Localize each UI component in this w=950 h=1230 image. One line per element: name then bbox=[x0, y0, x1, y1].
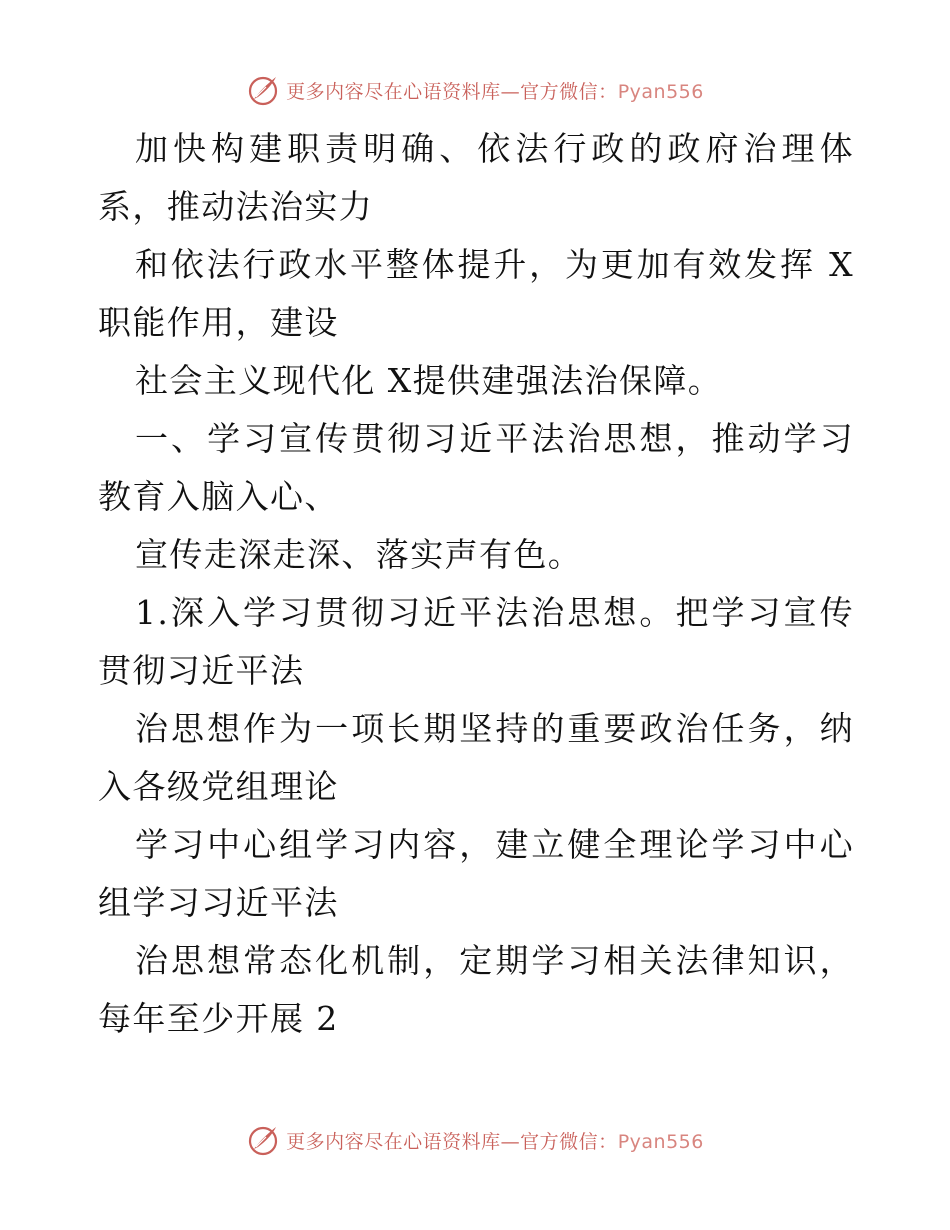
header-separator: — bbox=[500, 80, 521, 103]
paragraph: 和依法行政水平整体提升，为更加有效发挥 X 职能作用，建设 bbox=[98, 245, 854, 342]
header-banner bbox=[0, 70, 950, 110]
paragraph: 治思想作为一项长期坚持的重要政治任务，纳入各级党组理论 bbox=[98, 709, 854, 806]
paragraph: 治思想常态化机制，定期学习相关法律知识，每年至少开展 2 bbox=[98, 941, 854, 1038]
footer-brand-text: 更多内容尽在心语资料库 bbox=[286, 1130, 501, 1153]
footer-wechat-label: 官方微信： bbox=[520, 1130, 618, 1153]
paragraph: 一、学习宣传贯彻习近平法治思想，推动学习教育入脑入心、 bbox=[98, 419, 854, 516]
paragraph: 宣传走深走深、落实声有色。 bbox=[135, 535, 583, 574]
document-body bbox=[98, 120, 854, 1048]
footer-separator: — bbox=[500, 1130, 521, 1153]
header-wechat-id: Pyan556 bbox=[617, 80, 704, 103]
header-banner-text bbox=[286, 77, 704, 104]
quill-logo-icon bbox=[246, 73, 280, 107]
header-wechat-label: 官方微信： bbox=[520, 80, 618, 103]
header-brand-text: 更多内容尽在心语资料库 bbox=[286, 80, 501, 103]
paragraph: 1.深入学习贯彻习近平法治思想。把学习宣传贯彻习近平法 bbox=[98, 593, 854, 690]
paragraph: 加快构建职责明确、依法行政的政府治理体系，推动法治实力 bbox=[98, 129, 854, 226]
footer-wechat-id: Pyan556 bbox=[617, 1130, 704, 1153]
quill-logo-icon bbox=[246, 1123, 280, 1157]
footer-banner-text bbox=[286, 1127, 704, 1154]
footer-banner bbox=[0, 1120, 950, 1160]
paragraph: 学习中心组学习内容，建立健全理论学习中心组学习习近平法 bbox=[98, 825, 854, 922]
paragraph: 社会主义现代化 X提供建强法治保障。 bbox=[135, 361, 723, 400]
